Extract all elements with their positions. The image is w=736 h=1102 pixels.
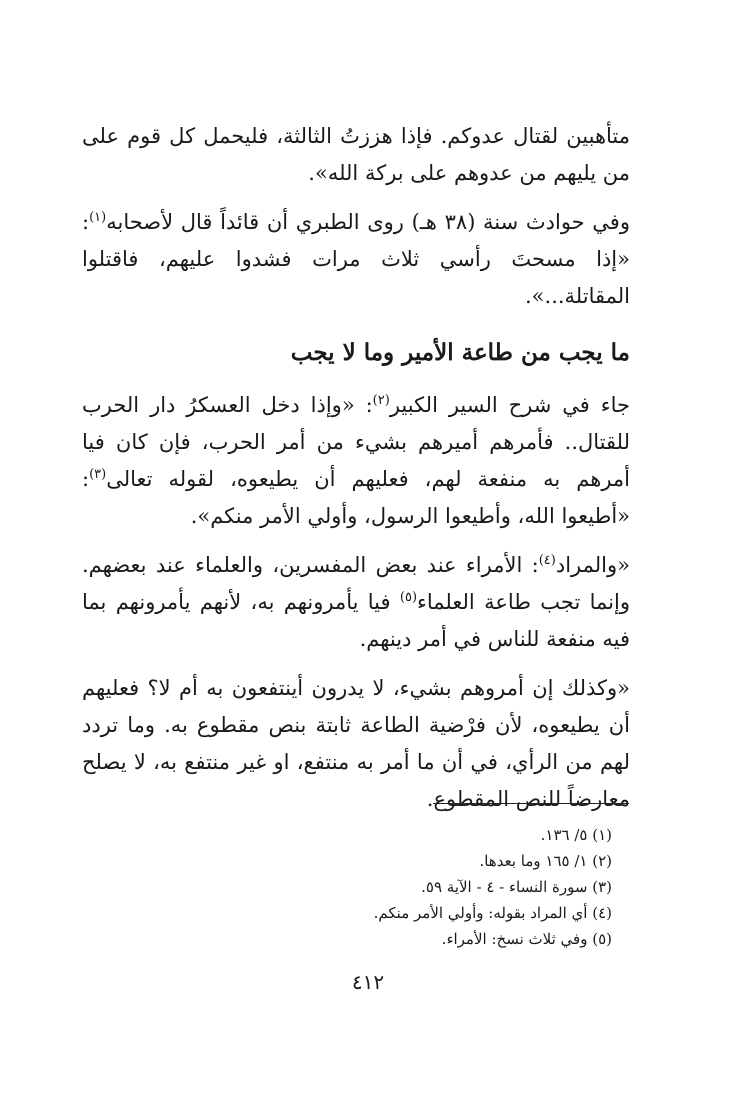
footnotes (300, 822, 612, 952)
footnote-ref-1: (١) (89, 210, 107, 225)
paragraph-4-text-c: فيا يأمرونهم به، لأنهم يأمرونهم بما فيه منفعة للناس في أمر دينهم. (82, 590, 630, 651)
footnote-divider (433, 803, 629, 804)
paragraph-3-text-a: جاء في شرح السير الكبير (389, 393, 631, 417)
footnote-5: (٥) وفي ثلاث نسخ: الأمراء. (441, 930, 612, 948)
footnote-2: (٢) ١/ ١٦٥ وما بعدها. (479, 852, 612, 870)
footnote-4: (٤) أي المراد بقوله: وأولي الأمر منكم. (373, 904, 612, 922)
paragraph-1: متأهبين لقتال عدوكم. فإذا هززتُ الثالثة، فليحمل كل قوم على من يليهم من عدوهم على بركة الله». (82, 124, 630, 185)
footnote-ref-2: (٢) (372, 393, 390, 408)
paragraph-5: «وكذلك إن أمروهم بشيء، لا يدرون أينتفعون به أم لا؟ فعليهم أن يطيعوه، لأن فرْضية الطاعة ثابتة بنص مقطوع به. وما تردد لهم من الرأي، في أن ما أمر به منتفع، او غير منتفع به، لا يصلح معارضاً للنص المقطوع. (82, 676, 630, 811)
footnote-ref-4: (٤) (538, 553, 556, 568)
paragraph-3-text-c: : «أطيعوا الله، وأطيعوا الرسول، وأولي الأمر منكم». (82, 467, 630, 528)
page-number: ٤١٢ (351, 970, 385, 994)
section-heading: ما يجب من طاعة الأمير وما لا يجب (290, 339, 630, 366)
paragraph-2 (82, 204, 630, 315)
paragraph-2-text: وفي حوادث سنة (٣٨ هـ) روى الطبري أن قائداً قال لأصحابه (106, 210, 630, 234)
footnote-ref-5: (٥) (399, 590, 418, 605)
paragraph-4-text-a: «والمراد (555, 553, 630, 577)
footnote-3: (٣) سورة النساء - ٤ - الآية ٥٩. (421, 878, 612, 896)
paragraph-3-text-b: : «وإذا دخل العسكرُ دار الحرب للقتال.. فأمرهم أميرهم بشيء من أمر الحرب، فإن كان فيا أمرهم به منفعة لهم، فعليهم أن يطيعوه، لقوله تعالى (82, 393, 630, 491)
paragraph-2-quote: : «إذا مسحتَ رأسي ثلاث مرات فشدوا عليهم، فاقتلوا المقاتلة...». (82, 210, 630, 308)
main-text (82, 118, 630, 818)
footnote-ref-3: (٣) (89, 467, 107, 482)
paragraph-4 (82, 547, 630, 658)
paragraph-4-text-b: : الأمراء عند بعض المفسرين، والعلماء عند بعضهم. وإنما تجب طاعة العلماء (82, 553, 630, 614)
footnote-1: (١) ٥/ ١٣٦. (540, 826, 612, 844)
paragraph-3 (82, 387, 630, 535)
